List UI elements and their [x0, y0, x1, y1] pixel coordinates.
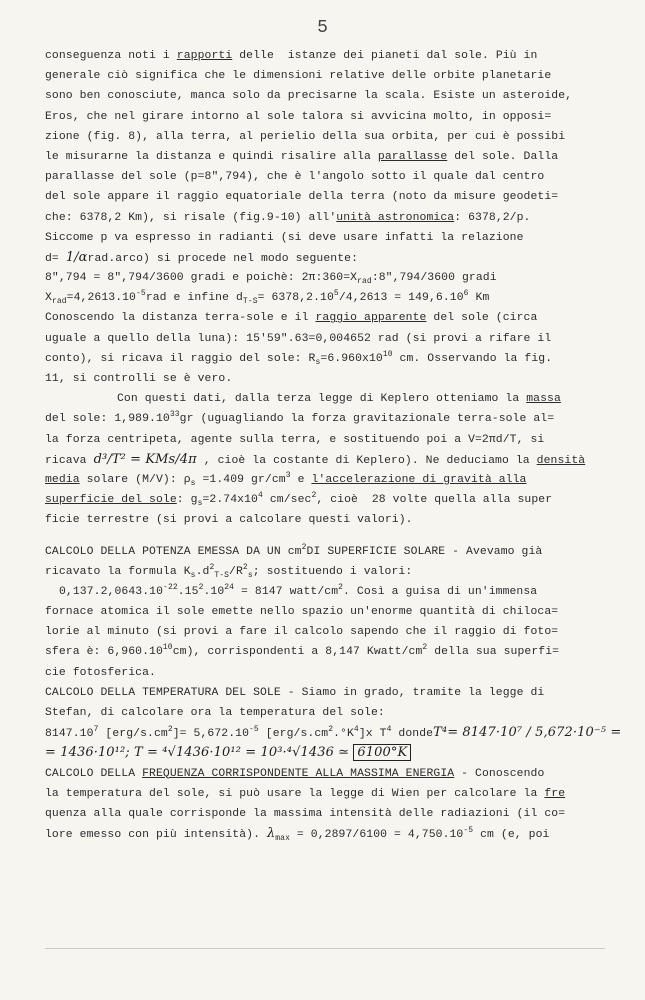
text-segment: donde	[391, 728, 434, 741]
text-segment: : g	[176, 494, 198, 507]
text-segment: del sole (circa	[426, 312, 538, 325]
text-segment: s	[190, 570, 196, 580]
text-segment: s	[197, 499, 203, 509]
text-segment: 2	[198, 582, 204, 592]
underlined-term: unità astronomica	[336, 211, 455, 224]
text-line	[45, 268, 625, 288]
text-line	[45, 430, 625, 450]
text-segment: = 8147 watt/cm	[234, 585, 339, 598]
text-line	[45, 329, 625, 349]
text-segment: conseguenza noti i	[45, 50, 177, 62]
text-line	[45, 602, 625, 622]
text-line	[45, 723, 625, 743]
text-segment: =1.409 gr/cm	[195, 473, 286, 486]
text-line	[45, 804, 625, 824]
underlined-term: parallasse	[377, 150, 448, 163]
text-segment: rad	[357, 277, 372, 287]
text-segment: s	[190, 478, 196, 488]
underlined-term: media	[45, 473, 80, 486]
text-line	[45, 622, 625, 642]
text-segment: Km	[468, 292, 490, 305]
text-segment: ricava	[45, 454, 94, 467]
text-line	[45, 703, 625, 723]
text-segment: rad	[51, 297, 67, 307]
text-segment: [erg/s.cm	[98, 728, 168, 741]
underlined-term: raggio apparente	[315, 312, 427, 325]
text-line	[45, 288, 625, 308]
text-segment: 2	[242, 562, 248, 572]
text-segment: ]x T	[358, 728, 387, 741]
text-segment: quenza alla quale corrisponde la massima intensità delle radiazioni (il co=	[45, 807, 566, 820]
text-segment: max	[275, 834, 290, 844]
text-segment: ricavato la formula K	[45, 565, 191, 578]
bottom-rule	[45, 948, 605, 949]
underlined-term: massa	[526, 393, 561, 406]
text-line	[45, 349, 625, 369]
text-segment: , cioè la costante di Keplero). Ne deduciamo la	[196, 454, 537, 467]
text-segment: 2	[301, 542, 307, 552]
text-segment: -5	[136, 289, 146, 299]
text-segment: 4	[386, 725, 392, 735]
text-segment: CALCOLO DELLA	[45, 767, 143, 780]
text-line	[45, 127, 625, 147]
underlined-term: fre	[544, 787, 566, 800]
text-line	[45, 562, 625, 582]
text-line	[45, 490, 625, 510]
text-segment: T-S	[214, 570, 230, 580]
text-segment: gr (uguagliando la forza gravitazionale terra-sole al=	[179, 413, 555, 426]
text-segment: che: 6378,2 Km), si risale (fig.9-10) all'	[45, 211, 337, 224]
text-segment: del sole. Dalla	[447, 150, 559, 163]
text-segment: cie fotosferica.	[45, 666, 156, 679]
handwritten-formula: λ	[266, 826, 276, 842]
text-segment: delle istanze dei pianeti dal sole. Più in	[232, 50, 538, 62]
text-segment: =6.960x10	[320, 352, 383, 365]
text-segment: 2	[311, 491, 317, 501]
text-segment: 7	[93, 725, 99, 735]
text-segment: Stefan, di calcolare ora la temperatura del sole:	[45, 707, 385, 719]
handwritten-formula: 1/α	[65, 249, 88, 265]
text-segment: ; sostituendo i valori:	[252, 565, 413, 578]
text-segment: 3	[285, 470, 291, 480]
text-line	[45, 450, 625, 470]
text-line	[45, 764, 625, 784]
text-segment: .°K	[333, 728, 354, 741]
text-segment: CALCOLO DELLA POTENZA EMESSA DA UN cm	[45, 545, 302, 558]
text-line	[45, 683, 625, 703]
text-segment: = 0,2897/6100 = 4,750.10	[289, 829, 464, 842]
handwritten-formula: = 1436·10¹²; T = ⁴√1436·10¹² = 10³·⁴√1436 ≃	[45, 745, 354, 761]
text-segment: la temperatura del sole, si può usare la legge di Wien per calcolare la	[45, 787, 545, 800]
text-segment: cm), corrispondenti a 8,147 Kwatt/cm	[172, 646, 423, 659]
underlined-term: densità	[536, 454, 586, 467]
text-segment: 10	[162, 643, 173, 653]
text-line	[45, 409, 625, 429]
text-line	[45, 308, 625, 328]
text-segment: 8147.10	[45, 728, 94, 741]
text-segment: = 6378,2.10	[257, 292, 334, 305]
text-segment: :8",794/3600 gradi	[371, 272, 497, 285]
text-segment: le misurarne la distanza e quindi risalire alla	[45, 150, 378, 163]
paragraph-gap	[45, 531, 625, 542]
text-segment: s	[247, 570, 253, 580]
text-line	[45, 66, 625, 86]
text-segment: rad	[87, 252, 109, 265]
text-segment: e	[290, 473, 312, 486]
text-segment: 6	[463, 289, 469, 299]
text-segment: Conoscendo la distanza terra-sole e il	[45, 312, 316, 325]
text-segment: 4	[353, 725, 359, 735]
handwritten-formula: T⁴= 8147·10⁷ / 5,672·10⁻⁵ =	[433, 725, 622, 741]
text-segment: Con questi dati, dalla terza legge di Keplero otteniamo la	[117, 393, 527, 406]
text-segment: .arco) si procede nel modo seguente:	[108, 252, 359, 265]
text-segment: : 6378,2/p.	[454, 211, 531, 224]
text-segment: =2.74x10	[202, 494, 258, 507]
handwritten-formula: d³/T² = KMs/4π	[93, 451, 197, 467]
text-segment: , cioè 28 volte quella alla super	[316, 494, 553, 507]
text-line	[45, 470, 625, 490]
text-segment: T-S	[242, 297, 258, 307]
text-segment: 11, si controlli se è vero.	[45, 373, 233, 385]
text-segment: 24	[224, 582, 235, 592]
text-line	[45, 208, 625, 228]
text-segment: Eros, che nel girare intorno al sole talora si avvicina molto, in opposi=	[45, 110, 552, 123]
text-segment: 5	[333, 289, 339, 299]
text-segment: 4	[257, 491, 263, 501]
text-segment: la forza centripeta, agente sulla terra, e sostituendo poi a V=2πd/T, si	[45, 433, 545, 446]
text-segment: . Così a guisa di un'immensa	[343, 585, 538, 598]
text-segment: 2	[338, 582, 344, 592]
text-segment: - Conoscendo	[454, 767, 545, 780]
text-segment: d=	[45, 252, 66, 265]
text-segment: conto), si ricava il raggio del sole: R	[45, 352, 316, 365]
text-segment: cm/sec	[262, 494, 312, 507]
text-line	[45, 167, 625, 187]
text-line	[45, 147, 625, 167]
text-line	[45, 542, 625, 562]
text-line	[45, 187, 625, 207]
text-line	[45, 582, 625, 602]
text-segment: del sole: 1,989.10	[45, 413, 170, 426]
text-line	[45, 369, 625, 389]
text-segment: 33	[169, 410, 180, 420]
text-segment: rad e infine d	[145, 292, 243, 305]
text-segment: .10	[203, 585, 225, 598]
text-segment: Siccome p va espresso in radianti (si deve usare infatti la relazione	[45, 231, 524, 244]
text-segment: zione (fig. 8), alla terra, al perielio della sua orbita, per cui è possibi	[45, 130, 566, 143]
underlined-term: FREQUENZA CORRISPONDENTE ALLA MASSIMA ENERGIA	[142, 767, 455, 780]
text-segment: 2	[328, 725, 334, 735]
text-segment: parallasse del sole (p=8",794), che è l'angolo sotto il quale dal centro	[45, 171, 545, 184]
text-segment: 8",794 = 8",794/3600 gradi e poichè: 2π:360=X	[45, 272, 358, 285]
text-segment: cm (e, poi	[473, 829, 550, 842]
text-segment: della sua superfi=	[427, 646, 560, 659]
text-line	[45, 824, 625, 844]
text-segment: lore emesso con più intensità).	[45, 829, 267, 842]
text-segment: [erg/s.cm	[258, 728, 329, 741]
text-segment: sono ben conosciute, manca solo da precisarne la scala. Esiste un asteroide,	[45, 90, 573, 103]
text-line	[45, 248, 625, 268]
text-segment: .15	[177, 585, 199, 598]
text-segment: lorie al minuto (si provi a fare il calcolo sapendo che il raggio di foto=	[45, 626, 559, 639]
text-segment: CALCOLO DELLA TEMPERATURA DEL SOLE - Siamo in grado, tramite la legge di	[45, 686, 545, 699]
text-segment: 2	[209, 562, 215, 572]
text-segment: solare (M/V): ρ	[79, 473, 191, 486]
text-line	[45, 86, 625, 106]
text-line	[45, 46, 625, 66]
underlined-term: l'accelerazione di gravità alla	[311, 473, 527, 486]
text-line	[45, 663, 625, 683]
text-segment: 0,137.2,0643.10	[59, 585, 164, 598]
text-segment: del sole appare il raggio equatoriale della terra (noto da misure geodeti=	[45, 191, 559, 204]
text-line	[45, 228, 625, 248]
text-segment: DI SUPERFICIE SOLARE - Avevamo già	[306, 545, 543, 558]
text-segment: =4,2613.10	[66, 292, 136, 305]
text-line	[45, 389, 625, 409]
text-segment: X	[45, 292, 52, 305]
text-segment: generale ciò significa che le dimensioni relative delle orbite planetarie	[45, 70, 552, 83]
text-segment: s	[315, 357, 321, 367]
text-segment: -22	[163, 582, 178, 592]
text-segment: ficie terrestre (si provi a calcolare questi valori).	[45, 514, 413, 527]
text-line	[45, 743, 625, 763]
text-segment: fornace atomica il sole emette nello spazio un'enorme quantità di chiloca=	[45, 606, 559, 619]
text-segment: -5	[463, 826, 474, 836]
text-segment: 10	[382, 349, 393, 359]
underlined-term: rapporti	[176, 50, 233, 62]
text-segment: sfera è: 6,960.10	[45, 646, 163, 659]
text-segment: 2	[422, 643, 428, 653]
text-segment: -5	[249, 725, 259, 735]
text-line	[45, 784, 625, 804]
page-number: 5	[317, 18, 328, 38]
text-line	[45, 642, 625, 662]
body-text	[45, 46, 625, 844]
text-line	[45, 107, 625, 127]
text-segment: .d	[195, 565, 210, 578]
text-segment: ]= 5,672.10	[172, 728, 250, 741]
underlined-term: superficie del sole	[45, 494, 177, 507]
text-segment: /R	[229, 565, 243, 578]
text-line	[45, 510, 625, 530]
text-segment: /4,2613 = 149,6.10	[338, 292, 464, 305]
handwritten-formula: 6100°K	[353, 744, 411, 761]
text-segment: uguale a quello della luna): 15'59".63=0,004652 rad (si provi a rifare il	[45, 332, 552, 345]
text-segment: cm. Osservando la fig.	[392, 352, 553, 365]
text-segment: 2	[167, 725, 173, 735]
